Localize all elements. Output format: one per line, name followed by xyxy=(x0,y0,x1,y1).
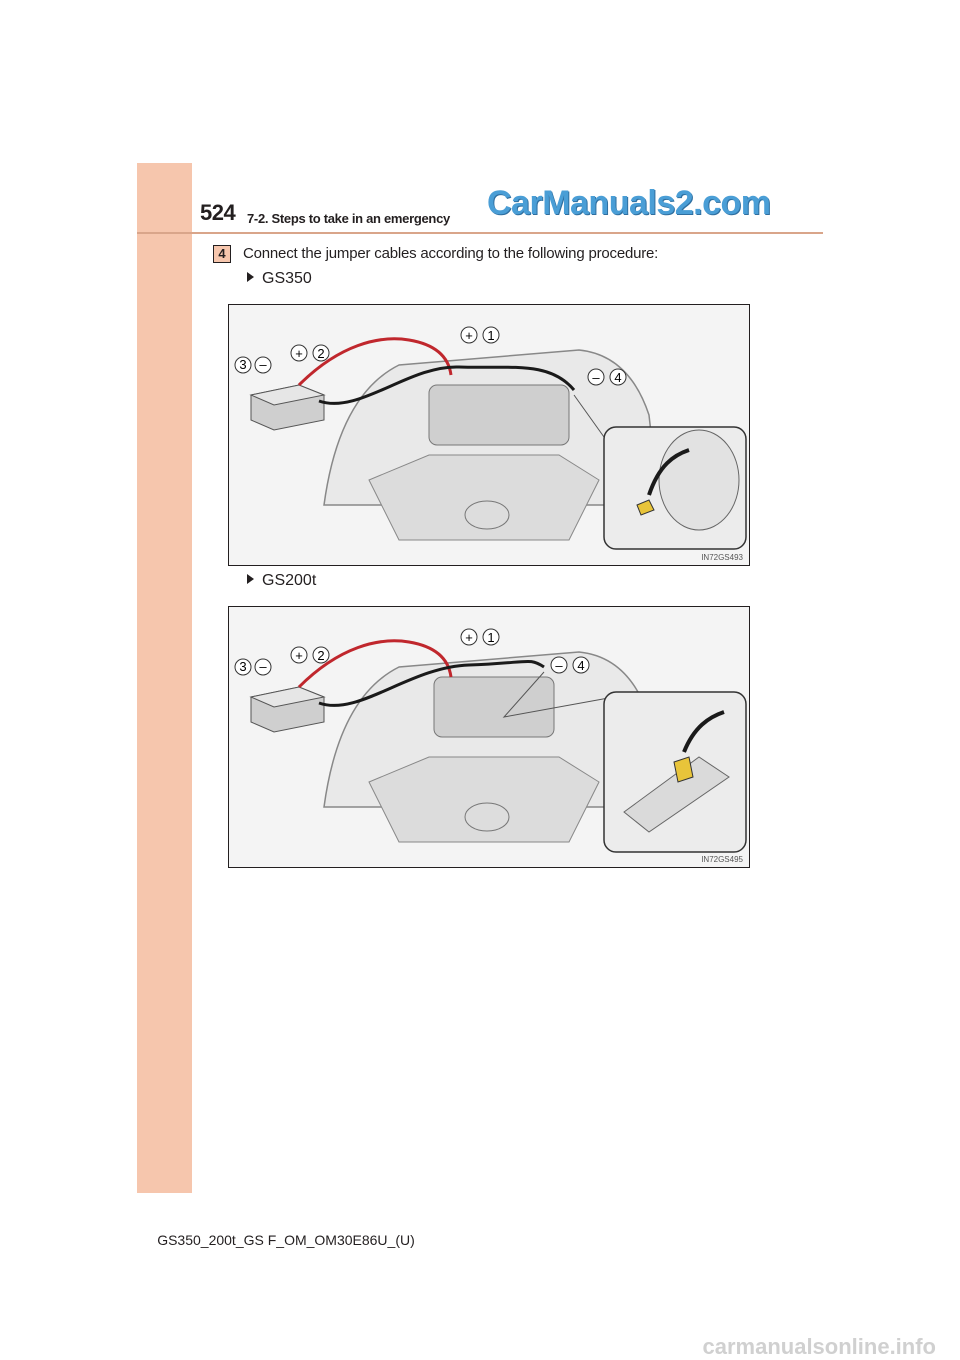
callout-plus: + xyxy=(295,346,303,361)
donor-battery-icon xyxy=(251,385,324,430)
variant-label-gs200t xyxy=(247,572,316,590)
variant-label-gs350 xyxy=(247,270,312,288)
engine-bay-illustration xyxy=(229,305,749,565)
engine-cover xyxy=(429,385,569,445)
callout-4: 4 xyxy=(614,370,622,385)
callout-3: 3 xyxy=(239,659,247,674)
callout-minus: – xyxy=(555,658,563,673)
document-id: GS350_200t_GS F_OM_OM30E86U_(U) xyxy=(157,1232,415,1248)
figure-gs200t-jumper-connection xyxy=(228,606,750,868)
step-number-badge: 4 xyxy=(213,245,231,263)
donor-battery-icon xyxy=(251,687,324,732)
callout-minus: – xyxy=(259,357,267,372)
footer xyxy=(0,1232,960,1248)
callout-minus: – xyxy=(259,659,267,674)
arrow-bullet-icon xyxy=(247,574,254,584)
figure-code: IN72GS493 xyxy=(701,553,743,562)
callout-3: 3 xyxy=(239,357,247,372)
ground-point-inset xyxy=(604,427,746,549)
engine-cover xyxy=(434,677,554,737)
callout-plus: + xyxy=(295,648,303,663)
variant-text: GS200t xyxy=(262,572,317,589)
variant-text: GS350 xyxy=(262,270,312,287)
figure-gs350-jumper-connection xyxy=(228,304,750,566)
section-title: 7-2. Steps to take in an emergency xyxy=(247,211,450,226)
page-number: 524 xyxy=(200,200,236,225)
callout-1: 1 xyxy=(487,630,495,645)
emblem-outline xyxy=(465,803,509,831)
header-divider xyxy=(137,232,823,234)
step-instruction: Connect the jumper cables according to the following procedure: xyxy=(243,245,659,262)
engine-bay-illustration xyxy=(229,607,749,867)
callout-1: 1 xyxy=(487,328,495,343)
callout-4: 4 xyxy=(577,658,585,673)
callout-2: 2 xyxy=(317,648,325,663)
arrow-bullet-icon xyxy=(247,272,254,282)
figure-code: IN72GS495 xyxy=(701,855,743,864)
callout-minus: – xyxy=(592,370,600,385)
callout-2: 2 xyxy=(317,346,325,361)
ground-terminal-icon xyxy=(674,757,693,782)
watermark-logo[interactable]: CarManuals2.com xyxy=(487,184,771,222)
callout-plus: + xyxy=(465,328,473,343)
emblem-outline xyxy=(465,501,509,529)
callout-plus: + xyxy=(465,630,473,645)
footer-watermark[interactable]: carmanualsonline.info xyxy=(702,1334,936,1359)
chapter-tab-sidebar xyxy=(137,163,192,1193)
ground-point-inset xyxy=(604,692,746,852)
